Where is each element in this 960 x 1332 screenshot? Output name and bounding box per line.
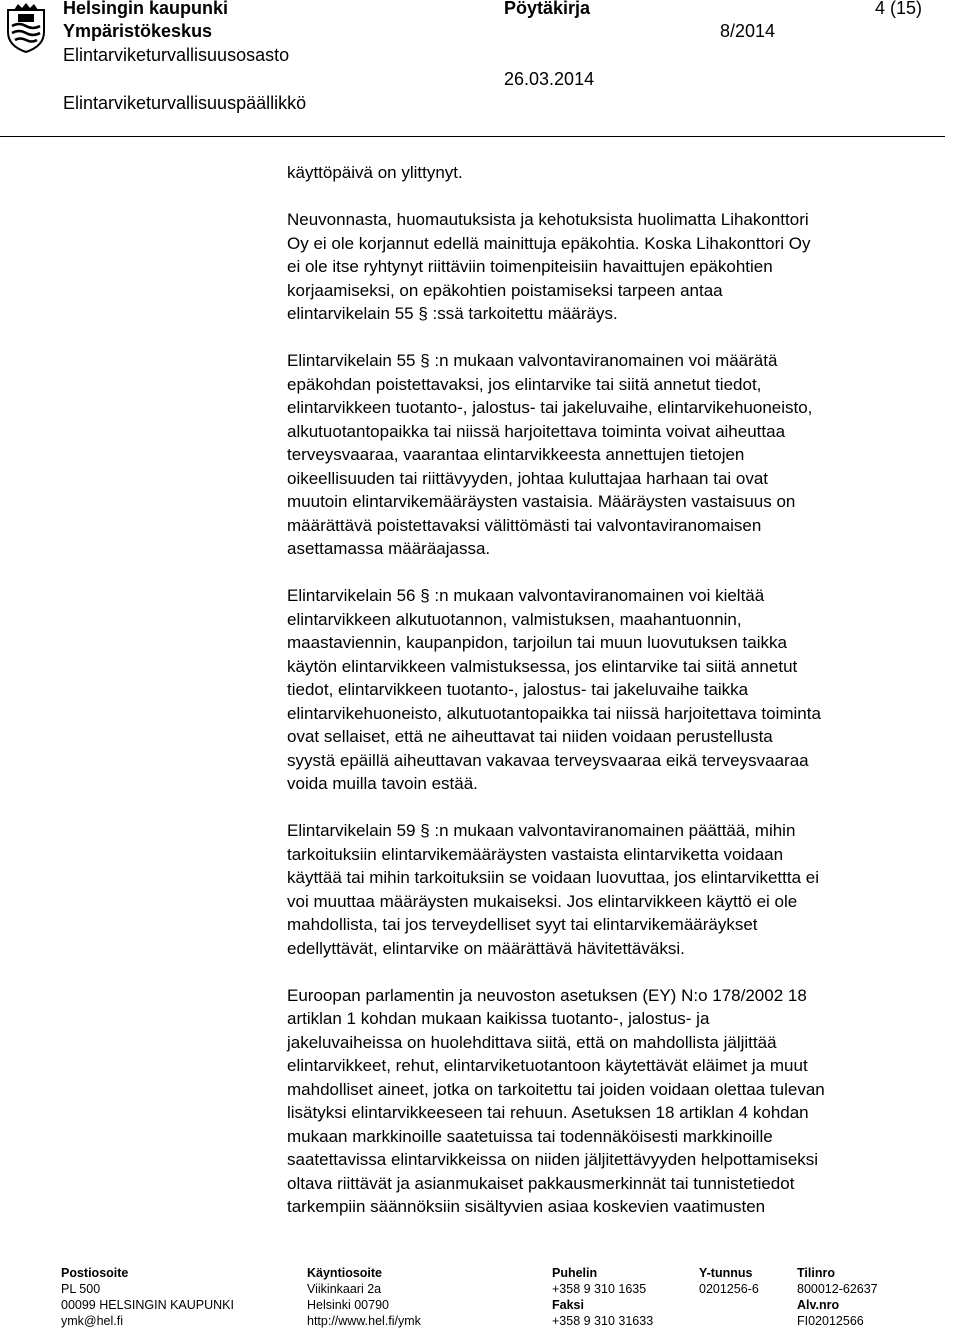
official-title: Elintarviketurvallisuuspäällikkö: [63, 93, 307, 113]
text-line: lisätyksi elintarvikkeeseen tai rehuun. Asetuksen 18 artiklan 4 kohdan: [287, 1103, 809, 1122]
text-line: edellyttävät, elintarvike on määrättävä hävitettäväksi.: [287, 938, 685, 958]
text-line: artiklan 1 kohdan mukaan kaikissa tuotanto-, jalostus- ja: [287, 1009, 710, 1028]
footer-heading: Postiosoite: [61, 1266, 129, 1280]
text-line: elintarvikkeen tuotanto-, jalostus- tai jakeluvaihe, elintarvikehuoneisto,: [287, 398, 813, 417]
footer-phone: [552, 1265, 653, 1329]
text-line: käytön elintarvikkeen valmistuksessa, jos elintarvike tai siitä annetut: [287, 656, 798, 676]
header-divider: [0, 136, 945, 137]
text-line: jakeluvaiheissa on huolehdittava siitä, että on mahdollista jäljittää: [287, 1032, 777, 1052]
footer-line: 0201256-6: [699, 1282, 759, 1296]
document-type: Pöytäkirja: [504, 0, 591, 18]
footer-line: 800012-62637: [797, 1282, 878, 1296]
footer-heading: Tilinro: [797, 1266, 835, 1280]
footer-line: Viikinkaari 2a: [307, 1282, 382, 1296]
footer-postal-address: [61, 1265, 234, 1329]
text-line: Elintarvikelain 59 § :n mukaan valvontaviranomainen päättää, mihin: [287, 821, 796, 840]
text-line: tarkempiin säännöksiin sisältyvien asiaa koskevien vaatimusten: [287, 1197, 766, 1216]
document-date: 26.03.2014: [504, 69, 595, 89]
text-line: mukaan markkinoille saatetuissa tai todennäköisesti markkinoille: [287, 1126, 773, 1146]
text-line: oltava riittävät ja asianmukaiset pakkausmerkinnät tai tunnistetiedot: [287, 1173, 795, 1193]
text-line: ovat sellaiset, että ne aiheuttavat tai niiden voidaan perustellusta: [287, 727, 773, 746]
org-name: Helsingin kaupunki: [63, 0, 229, 18]
document-number: 8/2014: [720, 21, 776, 41]
text-line: elintarvikkeen alkutuotannon, valmistuksen, maahantuonnin,: [287, 609, 742, 629]
text-line: maastaviennin, kaupanpidon, tarjoilun tai muun luovutuksen taikka: [287, 633, 787, 652]
text-line: mahdollista, tai jos terveydelliset syyt tai elintarvikemääräykset: [287, 915, 758, 934]
footer-line: 00099 HELSINGIN KAUPUNKI: [61, 1298, 234, 1312]
text-line: Neuvonnasta, huomautuksista ja kehotuksista huolimatta Lihakonttori: [287, 210, 809, 229]
text-line: epäkohdan poistettavaksi, jos elintarvike tai siitä annetut tiedot,: [287, 374, 762, 394]
text-line: voida muilla tavoin estää.: [287, 774, 478, 793]
body-paragraph: [287, 349, 952, 561]
text-line: syystä epäillä aiheuttavan vakavaa terveysvaaraa eikä terveysvaaraa: [287, 750, 809, 770]
body-paragraph: [287, 584, 952, 796]
page-number: 4 (15): [875, 0, 923, 18]
footer-line: FI02012566: [797, 1314, 864, 1328]
text-line: saatettavissa elintarvikkeissa on niiden jäljitettävyyden helpottamiseksi: [287, 1150, 819, 1169]
body-paragraph: [287, 161, 952, 185]
footer-email: ymk@hel.fi: [61, 1314, 124, 1328]
text-line: elintarvikkeet, rehut, elintarviketuotantoon käytettävät eläimet ja muut: [287, 1056, 808, 1075]
text-line: oikeellisuuden tai riittävyyden, johtaa kuluttajaa harhaan tai ovat: [287, 468, 769, 488]
text-line: terveysvaaraa, vaarantaa elintarvikkeesta annettujen tietojen: [287, 445, 745, 464]
helsinki-crest-logo: [4, 2, 48, 54]
text-line: tarkoituksiin elintarvikemääräysten vastaista elintarviketta voidaan: [287, 844, 784, 864]
footer-website: http://www.hel.fi/ymk: [307, 1314, 421, 1328]
text-line: asettamassa määräajassa.: [287, 539, 491, 558]
text-line: elintarvikelain 55 § :ssä tarkoitettu määräys.: [287, 304, 618, 323]
text-line: alkutuotantopaikka tai niissä harjoitettava toiminta voivat aiheuttaa: [287, 421, 786, 441]
footer-line: Helsinki 00790: [307, 1298, 389, 1312]
text-line: käyttöpäivä on ylittynyt.: [287, 163, 463, 182]
text-line: Euroopan parlamentin ja neuvoston asetuksen (EY) N:o 178/2002 18: [287, 985, 807, 1005]
text-line: voi muuttaa määräysten mukaiseksi. Jos elintarvikkeen käyttö ei ole: [287, 891, 798, 911]
text-line: muutoin elintarvikemääräysten vastaisia. Määräysten vastaisuus on: [287, 492, 796, 511]
text-line: määrättävä poistettavaksi välittömästi tai valvontaviranomaisen: [287, 515, 762, 535]
footer-heading: Y-tunnus: [699, 1266, 753, 1280]
body-paragraph: [287, 984, 952, 1219]
footer-line: PL 500: [61, 1282, 101, 1296]
footer-account: [797, 1265, 878, 1329]
unit-name: Elintarviketurvallisuusosasto: [63, 45, 290, 65]
footer-heading: Faksi: [552, 1298, 584, 1312]
text-line: mahdolliset aineet, jotka on tarkoitettu tai joiden voidaan olettaa tulevan: [287, 1079, 825, 1099]
text-line: elintarvikehuoneisto, alkutuotantopaikka tai niissä harjoitettava toiminta: [287, 703, 821, 723]
footer-heading: Käyntiosoite: [307, 1266, 383, 1280]
document-body: [287, 161, 952, 1242]
body-paragraph: [287, 208, 952, 326]
footer-phone-number: +358 9 310 1635: [552, 1282, 647, 1296]
text-line: käyttää tai mihin tarkoituksiin se voidaan luovuttaa, jos elintarvikettta ei: [287, 868, 819, 887]
footer-business-id: [699, 1265, 759, 1297]
text-line: Elintarvikelain 55 § :n mukaan valvontaviranomainen voi määrätä: [287, 351, 778, 370]
text-line: korjaamiseksi, on epäkohtien poistamiseksi tarpeen antaa: [287, 280, 723, 300]
body-paragraph: [287, 819, 952, 960]
footer-heading: Puhelin: [552, 1266, 598, 1280]
footer-visiting-address: [307, 1265, 421, 1329]
text-line: tiedot, elintarvikkeen tuotanto-, jalostus- tai jakeluvaihe taikka: [287, 680, 749, 699]
footer-fax-number: +358 9 310 31633: [552, 1314, 654, 1328]
text-line: Elintarvikelain 56 § :n mukaan valvontaviranomainen voi kieltää: [287, 586, 765, 605]
footer-heading: Alv.nro: [797, 1298, 840, 1312]
department-name: Ympäristökeskus: [63, 21, 213, 41]
text-line: Oy ei ole korjannut edellä mainittuja epäkohtia. Koska Lihakonttori Oy: [287, 233, 811, 253]
text-line: ei ole itse ryhtynyt riittäviin toimenpiteisiin havaittujen epäkohtien: [287, 257, 773, 276]
